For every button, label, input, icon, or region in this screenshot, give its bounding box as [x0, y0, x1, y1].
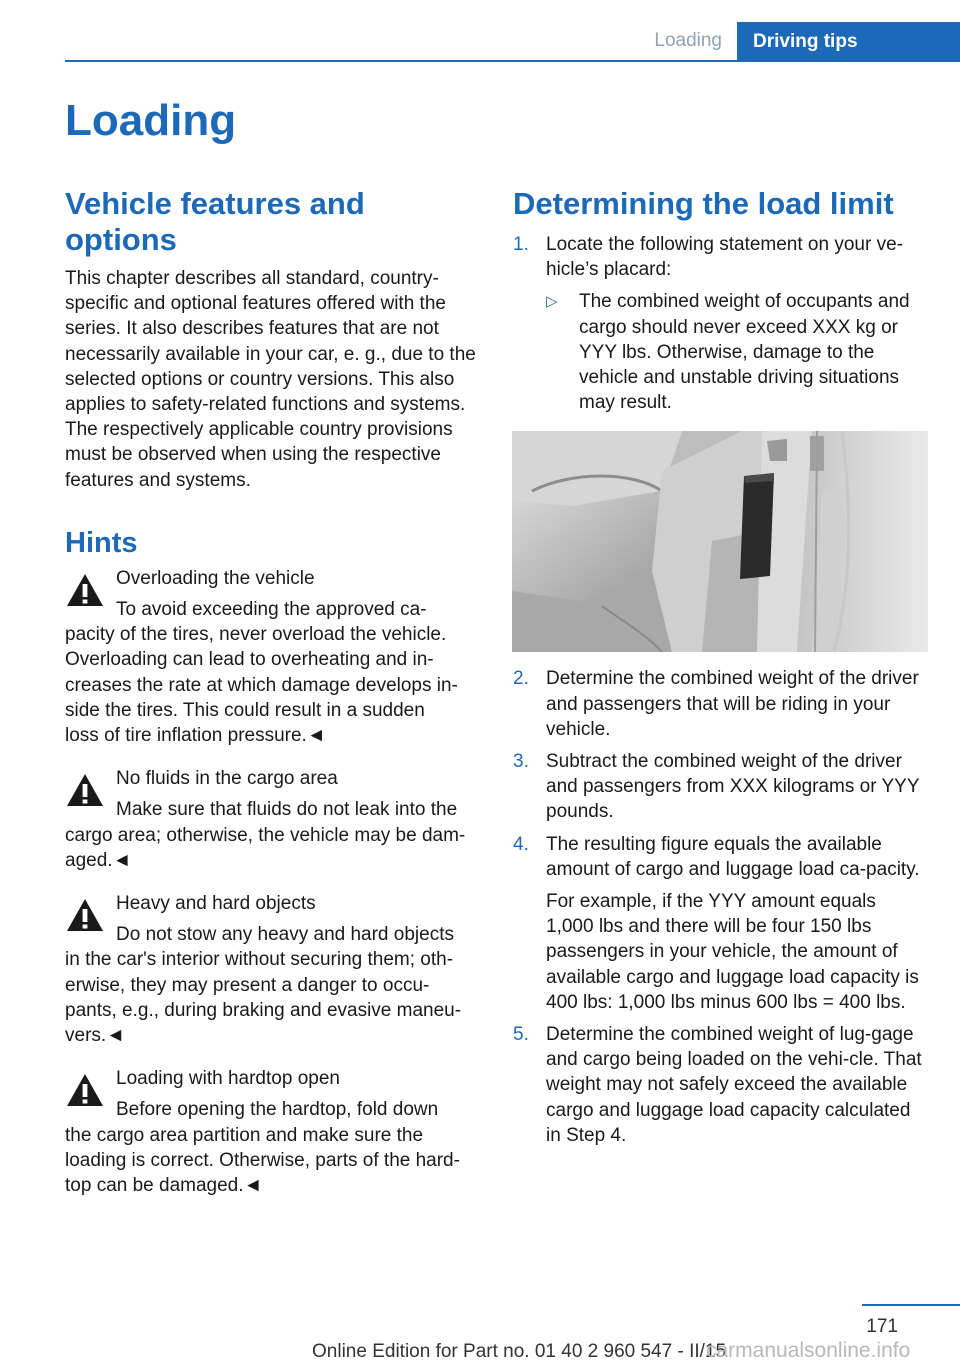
- warning-text-line: top can be damaged.◄: [65, 1175, 263, 1197]
- step-text: Subtract the combined weight of the driver and passengers from XXX kilograms or YYY pounds.: [546, 751, 920, 823]
- chapter-tab: [737, 22, 960, 62]
- watermark: carmanualsonline.info: [706, 1339, 911, 1362]
- left-column: [65, 186, 480, 1198]
- step-1: [513, 232, 928, 415]
- warning-text-line: loss of tire inflation pressure.◄: [65, 725, 326, 747]
- warning-text-line: aged.◄: [65, 849, 132, 871]
- step-text: Determine the combined weight of the driver and passengers that will be riding in your vehicle.: [546, 668, 919, 740]
- warning-text-line: cargo area; otherwise, the vehicle may be dam-: [65, 824, 466, 846]
- warning-text-line: To avoid exceeding the approved ca-: [116, 599, 427, 621]
- warning-text-line: Overloading can lead to overheating and in-: [65, 649, 434, 671]
- warning-text-line: Before opening the hardtop, fold down: [116, 1099, 439, 1121]
- step-text: Determine the combined weight of lug-gage and cargo being loaded on the vehi-cle. That weight may not safely exceed the available cargo and luggage load capacity calculated in Step 4.: [546, 1024, 922, 1146]
- door-sill-placard-illustration: [512, 431, 928, 652]
- warning-triangle-icon: [65, 566, 105, 622]
- vehicle-features-heading: Vehicle features and options: [65, 186, 365, 257]
- step-number: 1.: [513, 234, 529, 255]
- warning-text-line: pants, e.g., during braking and evasive maneu-: [65, 999, 462, 1021]
- step-5: [513, 1022, 928, 1148]
- warning-text-line: side the tires. This could result in a sudden: [65, 699, 425, 721]
- warning-title: Overloading the vehicle: [116, 567, 315, 589]
- warning-text-line: vers.◄: [65, 1025, 125, 1047]
- warning-triangle-icon: [65, 766, 105, 822]
- warning-title: No fluids in the cargo area: [116, 768, 338, 790]
- chapter-tab-label: Driving tips: [753, 31, 858, 52]
- steps-list: [513, 232, 928, 415]
- door-sill-placard-photo: [512, 431, 928, 652]
- step-2: [513, 666, 928, 742]
- placard-statement: [546, 289, 928, 415]
- placard-statement-text: The combined weight of occupants and cargo should never exceed XXX kg or YYY lbs. Otherwise, damage to the vehicle and unstable driving situations may result.: [579, 291, 910, 414]
- warning-triangle-icon: [65, 891, 105, 947]
- warning-text-line: Make sure that fluids do not leak into the: [116, 799, 458, 821]
- steps-list-continued: [513, 666, 928, 1148]
- warning-text-line: pacity of the tires, never overload the vehicle.: [65, 624, 447, 646]
- step-number: 2.: [513, 668, 529, 690]
- warning-title: Heavy and hard objects: [116, 893, 316, 915]
- step-text: Locate the following statement on your ve-hicle’s placard:: [546, 234, 903, 281]
- footer-rule: [862, 1304, 960, 1306]
- step-3: [513, 749, 928, 825]
- step-number: 5.: [513, 1024, 529, 1046]
- load-limit-heading: Determining the load limit: [513, 186, 894, 221]
- step-example: For example, if the YYY amount equals 1,000 lbs and there will be four 150 lbs passengers in your vehicle, the amount of available cargo and luggage load capacity is 400 lbs: 1,000 lbs minus 600 lbs = 400 lbs.: [546, 891, 919, 1013]
- triangle-bullet-icon: ▷: [546, 293, 558, 311]
- step-number: 4.: [513, 833, 529, 855]
- page-number: 171: [866, 1316, 898, 1337]
- warning-block: [65, 1066, 480, 1198]
- warning-triangle-icon: [65, 1066, 105, 1122]
- vehicle-features-text: This chapter describes all standard, country-specific and optional features offered with the series. It also describes features that are not necessarily available in your car, e. g., due to the selected options or country versions. This also applies to safety-related functions and systems. The respectively applicable country provisions must be observed when using the respective features and systems.: [65, 268, 476, 491]
- warning-text-line: Do not stow any heavy and hard objects: [116, 924, 454, 946]
- edition-note: Online Edition for Part no. 01 40 2 960 547 - II/15: [312, 1341, 727, 1362]
- warning-text-line: the cargo area partition and make sure the: [65, 1124, 424, 1146]
- hints-heading: Hints: [65, 526, 138, 559]
- page-title: Loading: [65, 96, 237, 145]
- warning-block: [65, 891, 480, 1048]
- header-rule: [65, 60, 960, 62]
- step-number: 3.: [513, 751, 529, 773]
- warning-list: [65, 566, 480, 1198]
- warning-text-line: creases the rate at which damage develops in-: [65, 674, 458, 696]
- warning-block: [65, 766, 480, 873]
- header-section-label: Loading: [654, 30, 722, 51]
- warning-title: Loading with hardtop open: [116, 1068, 340, 1090]
- warning-text-line: erwise, they may present a danger to occu-: [65, 974, 430, 996]
- right-column: [513, 186, 928, 1148]
- step-text: The resulting figure equals the available amount of cargo and luggage load ca-pacity.: [546, 833, 920, 880]
- warning-text-line: in the car's interior without securing them; oth-: [65, 949, 454, 971]
- step-4: [513, 832, 928, 1015]
- warning-block: [65, 566, 480, 748]
- warning-text-line: loading is correct. Otherwise, parts of the hard-: [65, 1149, 460, 1171]
